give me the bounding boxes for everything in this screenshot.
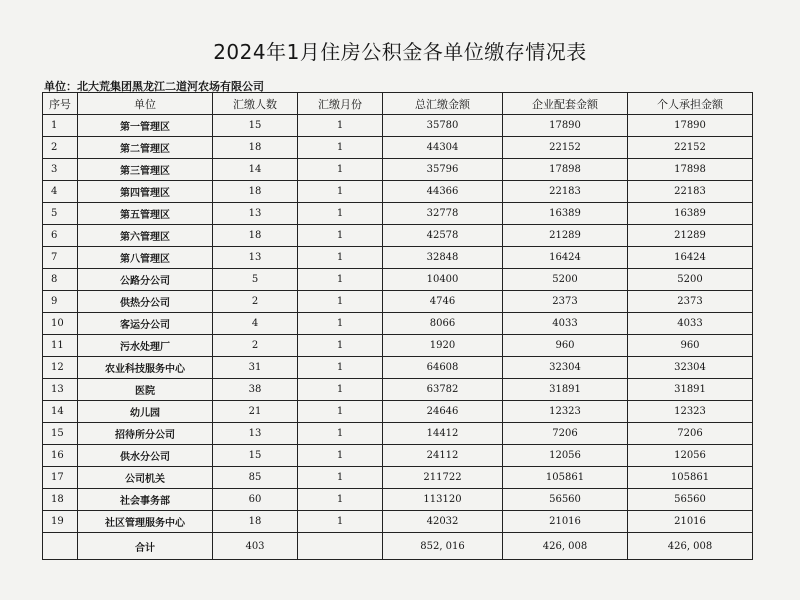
- cell-company-amount: 16389: [503, 203, 628, 225]
- cell-seq: 6: [43, 225, 78, 247]
- cell-month: 1: [298, 247, 383, 269]
- cell-total-amount: 10400: [383, 269, 503, 291]
- table-row: [43, 247, 753, 269]
- table-row: [43, 335, 753, 357]
- cell-seq: 10: [43, 313, 78, 335]
- header-month: 汇缴月份: [298, 93, 383, 115]
- cell-total-amount: 32778: [383, 203, 503, 225]
- cell-people: 21: [213, 401, 298, 423]
- cell-total-amount: 211722: [383, 467, 503, 489]
- cell-personal-amount: 12323: [628, 401, 753, 423]
- cell-unit: 医院: [78, 379, 213, 401]
- cell-total-amount: 42032: [383, 511, 503, 533]
- cell-seq: 12: [43, 357, 78, 379]
- cell-seq: 13: [43, 379, 78, 401]
- header-total-amount: 总汇缴金额: [383, 93, 503, 115]
- total-people: 403: [213, 533, 298, 560]
- cell-company-amount: 21016: [503, 511, 628, 533]
- header-seq: 序号: [43, 93, 78, 115]
- cell-month: 1: [298, 423, 383, 445]
- cell-seq: 2: [43, 137, 78, 159]
- cell-personal-amount: 22183: [628, 181, 753, 203]
- cell-personal-amount: 17898: [628, 159, 753, 181]
- cell-people: 5: [213, 269, 298, 291]
- deposit-table: [42, 92, 753, 560]
- header-people: 汇缴人数: [213, 93, 298, 115]
- cell-unit: 农业科技服务中心: [78, 357, 213, 379]
- cell-month: 1: [298, 357, 383, 379]
- cell-seq: 11: [43, 335, 78, 357]
- cell-unit: 供热分公司: [78, 291, 213, 313]
- total-row: [43, 533, 753, 560]
- table-row: [43, 467, 753, 489]
- cell-people: 2: [213, 335, 298, 357]
- cell-personal-amount: 16389: [628, 203, 753, 225]
- cell-total-amount: 44366: [383, 181, 503, 203]
- cell-seq: 14: [43, 401, 78, 423]
- cell-people: 13: [213, 203, 298, 225]
- cell-company-amount: 12056: [503, 445, 628, 467]
- cell-month: 1: [298, 203, 383, 225]
- table-row: [43, 225, 753, 247]
- cell-month: 1: [298, 511, 383, 533]
- cell-month: 1: [298, 467, 383, 489]
- cell-personal-amount: 22152: [628, 137, 753, 159]
- cell-total-amount: 32848: [383, 247, 503, 269]
- cell-personal-amount: 4033: [628, 313, 753, 335]
- table-row: [43, 313, 753, 335]
- cell-people: 60: [213, 489, 298, 511]
- cell-personal-amount: 2373: [628, 291, 753, 313]
- cell-company-amount: 56560: [503, 489, 628, 511]
- cell-company-amount: 16424: [503, 247, 628, 269]
- cell-company-amount: 32304: [503, 357, 628, 379]
- table-row: [43, 137, 753, 159]
- cell-month: 1: [298, 225, 383, 247]
- cell-month: 1: [298, 313, 383, 335]
- cell-company-amount: 17898: [503, 159, 628, 181]
- cell-unit: 招待所分公司: [78, 423, 213, 445]
- page-title: 2024年1月住房公积金各单位缴存情况表: [213, 40, 587, 64]
- cell-unit: 幼儿园: [78, 401, 213, 423]
- cell-seq: 8: [43, 269, 78, 291]
- cell-seq: 5: [43, 203, 78, 225]
- cell-unit: 第六管理区: [78, 225, 213, 247]
- cell-personal-amount: 5200: [628, 269, 753, 291]
- header-personal-amount: 个人承担金额: [628, 93, 753, 115]
- cell-company-amount: 17890: [503, 115, 628, 137]
- cell-seq: 1: [43, 115, 78, 137]
- cell-personal-amount: 7206: [628, 423, 753, 445]
- cell-total-amount: 64608: [383, 357, 503, 379]
- cell-people: 18: [213, 225, 298, 247]
- cell-company-amount: 2373: [503, 291, 628, 313]
- cell-seq: 9: [43, 291, 78, 313]
- cell-unit: 客运分公司: [78, 313, 213, 335]
- cell-total-amount: 4746: [383, 291, 503, 313]
- cell-unit: 供水分公司: [78, 445, 213, 467]
- cell-total-amount: 24646: [383, 401, 503, 423]
- cell-unit: 第八管理区: [78, 247, 213, 269]
- cell-company-amount: 22183: [503, 181, 628, 203]
- cell-unit: 第四管理区: [78, 181, 213, 203]
- cell-total-amount: 24112: [383, 445, 503, 467]
- cell-seq: 17: [43, 467, 78, 489]
- table-row: [43, 115, 753, 137]
- cell-month: 1: [298, 159, 383, 181]
- table-row: [43, 401, 753, 423]
- cell-people: 18: [213, 137, 298, 159]
- cell-personal-amount: 105861: [628, 467, 753, 489]
- cell-month: 1: [298, 379, 383, 401]
- total-amount: 852, 016: [383, 533, 503, 560]
- table-header-row: [43, 93, 753, 115]
- cell-month: 1: [298, 489, 383, 511]
- table-row: [43, 379, 753, 401]
- table-row: [43, 269, 753, 291]
- cell-month: 1: [298, 401, 383, 423]
- cell-seq: 19: [43, 511, 78, 533]
- cell-seq: 18: [43, 489, 78, 511]
- cell-month: 1: [298, 181, 383, 203]
- cell-personal-amount: 56560: [628, 489, 753, 511]
- cell-company-amount: 12323: [503, 401, 628, 423]
- cell-company-amount: 21289: [503, 225, 628, 247]
- cell-people: 13: [213, 423, 298, 445]
- cell-month: 1: [298, 269, 383, 291]
- cell-unit: 社会事务部: [78, 489, 213, 511]
- cell-people: 15: [213, 445, 298, 467]
- unit-label: 单位：北大荒集团黑龙江二道河农场有限公司: [44, 80, 264, 93]
- cell-personal-amount: 21016: [628, 511, 753, 533]
- cell-total-amount: 113120: [383, 489, 503, 511]
- table-row: [43, 357, 753, 379]
- total-seq: [43, 533, 78, 560]
- cell-people: 15: [213, 115, 298, 137]
- cell-personal-amount: 32304: [628, 357, 753, 379]
- cell-personal-amount: 960: [628, 335, 753, 357]
- cell-personal-amount: 31891: [628, 379, 753, 401]
- cell-total-amount: 44304: [383, 137, 503, 159]
- table-row: [43, 159, 753, 181]
- cell-people: 4: [213, 313, 298, 335]
- cell-people: 31: [213, 357, 298, 379]
- cell-unit: 公司机关: [78, 467, 213, 489]
- cell-total-amount: 42578: [383, 225, 503, 247]
- cell-people: 85: [213, 467, 298, 489]
- cell-total-amount: 14412: [383, 423, 503, 445]
- cell-month: 1: [298, 291, 383, 313]
- cell-people: 18: [213, 181, 298, 203]
- cell-company-amount: 4033: [503, 313, 628, 335]
- table-row: [43, 203, 753, 225]
- cell-seq: 4: [43, 181, 78, 203]
- cell-seq: 3: [43, 159, 78, 181]
- cell-month: 1: [298, 115, 383, 137]
- cell-people: 38: [213, 379, 298, 401]
- cell-total-amount: 8066: [383, 313, 503, 335]
- total-month: [298, 533, 383, 560]
- cell-total-amount: 1920: [383, 335, 503, 357]
- cell-company-amount: 960: [503, 335, 628, 357]
- cell-unit: 第三管理区: [78, 159, 213, 181]
- cell-personal-amount: 21289: [628, 225, 753, 247]
- cell-personal-amount: 12056: [628, 445, 753, 467]
- cell-seq: 7: [43, 247, 78, 269]
- cell-company-amount: 7206: [503, 423, 628, 445]
- table-row: [43, 445, 753, 467]
- cell-unit: 公路分公司: [78, 269, 213, 291]
- table-row: [43, 291, 753, 313]
- cell-unit: 第一管理区: [78, 115, 213, 137]
- cell-company-amount: 31891: [503, 379, 628, 401]
- total-label: 合计: [78, 533, 213, 560]
- cell-unit: 污水处理厂: [78, 335, 213, 357]
- cell-personal-amount: 16424: [628, 247, 753, 269]
- cell-people: 2: [213, 291, 298, 313]
- cell-month: 1: [298, 335, 383, 357]
- table-row: [43, 423, 753, 445]
- total-company-amount: 426, 008: [503, 533, 628, 560]
- cell-unit: 第二管理区: [78, 137, 213, 159]
- cell-people: 13: [213, 247, 298, 269]
- cell-seq: 16: [43, 445, 78, 467]
- cell-seq: 15: [43, 423, 78, 445]
- cell-people: 18: [213, 511, 298, 533]
- header-company-amount: 企业配套金额: [503, 93, 628, 115]
- cell-company-amount: 5200: [503, 269, 628, 291]
- table-row: [43, 181, 753, 203]
- cell-month: 1: [298, 445, 383, 467]
- cell-people: 14: [213, 159, 298, 181]
- cell-unit: 第五管理区: [78, 203, 213, 225]
- table-row: [43, 511, 753, 533]
- cell-personal-amount: 17890: [628, 115, 753, 137]
- header-unit: 单位: [78, 93, 213, 115]
- cell-total-amount: 63782: [383, 379, 503, 401]
- cell-unit: 社区管理服务中心: [78, 511, 213, 533]
- cell-company-amount: 22152: [503, 137, 628, 159]
- cell-total-amount: 35780: [383, 115, 503, 137]
- total-personal-amount: 426, 008: [628, 533, 753, 560]
- table-row: [43, 489, 753, 511]
- cell-company-amount: 105861: [503, 467, 628, 489]
- cell-total-amount: 35796: [383, 159, 503, 181]
- cell-month: 1: [298, 137, 383, 159]
